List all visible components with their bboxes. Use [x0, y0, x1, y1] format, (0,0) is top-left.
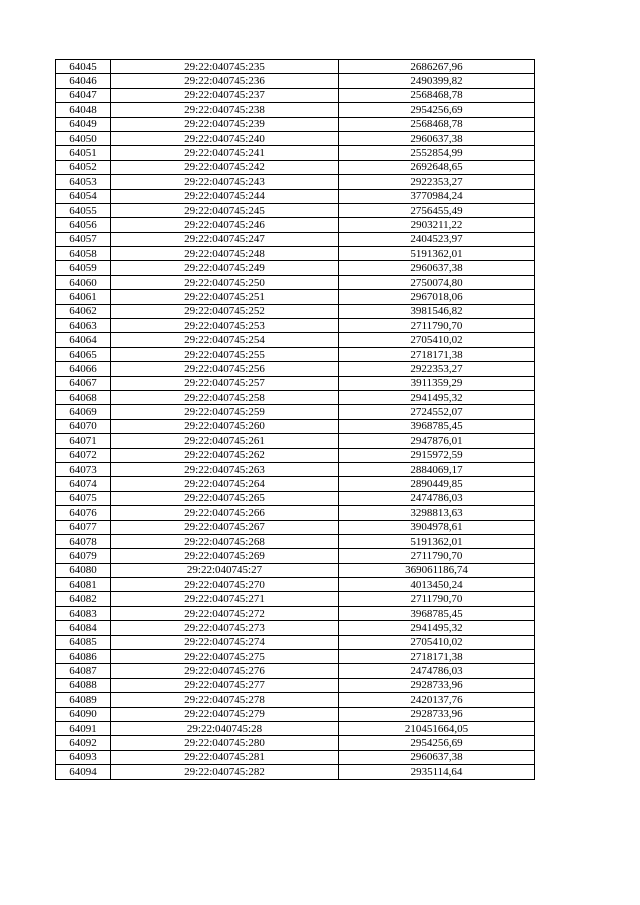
table-row — [56, 88, 535, 102]
table-row — [56, 765, 535, 779]
cadastral-number-cell: 29:22:040745:269 — [111, 549, 339, 563]
cadastral-number-cell: 29:22:040745:257 — [111, 376, 339, 390]
cadastral-number-cell: 29:22:040745:242 — [111, 160, 339, 174]
cadastral-value-cell: 2941495,32 — [339, 621, 535, 635]
table-row — [56, 405, 535, 419]
cadastral-value-table — [55, 59, 535, 780]
cadastral-number-cell: 29:22:040745:236 — [111, 74, 339, 88]
cadastral-number-cell: 29:22:040745:243 — [111, 175, 339, 189]
row-number-cell: 64071 — [56, 434, 111, 448]
row-number-cell: 64045 — [56, 60, 111, 74]
cadastral-number-cell: 29:22:040745:239 — [111, 117, 339, 131]
table-row — [56, 304, 535, 318]
cadastral-value-cell: 3298813,63 — [339, 506, 535, 520]
table-row — [56, 693, 535, 707]
cadastral-number-cell: 29:22:040745:235 — [111, 60, 339, 74]
cadastral-value-cell: 2928733,96 — [339, 707, 535, 721]
table-row — [56, 319, 535, 333]
cadastral-value-cell: 2552854,99 — [339, 146, 535, 160]
row-number-cell: 64064 — [56, 333, 111, 347]
row-number-cell: 64085 — [56, 635, 111, 649]
cadastral-number-cell: 29:22:040745:263 — [111, 462, 339, 476]
row-number-cell: 64067 — [56, 376, 111, 390]
row-number-cell: 64053 — [56, 175, 111, 189]
row-number-cell: 64054 — [56, 189, 111, 203]
cadastral-number-cell: 29:22:040745:252 — [111, 304, 339, 318]
table-row — [56, 261, 535, 275]
row-number-cell: 64082 — [56, 592, 111, 606]
table-row — [56, 203, 535, 217]
table-row — [56, 707, 535, 721]
cadastral-value-cell: 2705410,02 — [339, 635, 535, 649]
row-number-cell: 64081 — [56, 578, 111, 592]
table-row — [56, 347, 535, 361]
row-number-cell: 64077 — [56, 520, 111, 534]
cadastral-value-cell: 2404523,97 — [339, 232, 535, 246]
table-row — [56, 721, 535, 735]
cadastral-number-cell: 29:22:040745:254 — [111, 333, 339, 347]
row-number-cell: 64092 — [56, 736, 111, 750]
row-number-cell: 64080 — [56, 563, 111, 577]
table-row — [56, 189, 535, 203]
row-number-cell: 64089 — [56, 693, 111, 707]
cadastral-value-cell: 2724552,07 — [339, 405, 535, 419]
cadastral-value-cell: 2922353,27 — [339, 362, 535, 376]
cadastral-number-cell: 29:22:040745:27 — [111, 563, 339, 577]
row-number-cell: 64070 — [56, 419, 111, 433]
table-row — [56, 419, 535, 433]
row-number-cell: 64083 — [56, 606, 111, 620]
cadastral-number-cell: 29:22:040745:280 — [111, 736, 339, 750]
row-number-cell: 64058 — [56, 247, 111, 261]
row-number-cell: 64091 — [56, 721, 111, 735]
table-row — [56, 750, 535, 764]
cadastral-number-cell: 29:22:040745:249 — [111, 261, 339, 275]
table-row — [56, 736, 535, 750]
cadastral-value-cell: 2941495,32 — [339, 390, 535, 404]
table-row — [56, 448, 535, 462]
cadastral-number-cell: 29:22:040745:276 — [111, 664, 339, 678]
table-row — [56, 578, 535, 592]
table-row — [56, 103, 535, 117]
table-row — [56, 247, 535, 261]
cadastral-value-cell: 2568468,78 — [339, 117, 535, 131]
cadastral-number-cell: 29:22:040745:251 — [111, 290, 339, 304]
table-row — [56, 664, 535, 678]
row-number-cell: 64065 — [56, 347, 111, 361]
cadastral-value-cell: 2954256,69 — [339, 736, 535, 750]
row-number-cell: 64068 — [56, 390, 111, 404]
cadastral-value-cell: 2960637,38 — [339, 750, 535, 764]
cadastral-value-cell: 210451664,05 — [339, 721, 535, 735]
table-row — [56, 146, 535, 160]
cadastral-number-cell: 29:22:040745:275 — [111, 650, 339, 664]
row-number-cell: 64057 — [56, 232, 111, 246]
cadastral-value-cell: 3981546,82 — [339, 304, 535, 318]
row-number-cell: 64073 — [56, 462, 111, 476]
cadastral-value-cell: 2711790,70 — [339, 549, 535, 563]
table-row — [56, 160, 535, 174]
table-row — [56, 434, 535, 448]
row-number-cell: 64090 — [56, 707, 111, 721]
row-number-cell: 64075 — [56, 491, 111, 505]
cadastral-value-cell: 2750074,80 — [339, 275, 535, 289]
cadastral-number-cell: 29:22:040745:244 — [111, 189, 339, 203]
row-number-cell: 64079 — [56, 549, 111, 563]
cadastral-number-cell: 29:22:040745:272 — [111, 606, 339, 620]
cadastral-number-cell: 29:22:040745:237 — [111, 88, 339, 102]
table-row — [56, 131, 535, 145]
cadastral-number-cell: 29:22:040745:277 — [111, 678, 339, 692]
cadastral-number-cell: 29:22:040745:267 — [111, 520, 339, 534]
row-number-cell: 64062 — [56, 304, 111, 318]
cadastral-number-cell: 29:22:040745:273 — [111, 621, 339, 635]
table-row — [56, 290, 535, 304]
cadastral-number-cell: 29:22:040745:260 — [111, 419, 339, 433]
row-number-cell: 64052 — [56, 160, 111, 174]
row-number-cell: 64094 — [56, 765, 111, 779]
row-number-cell: 64061 — [56, 290, 111, 304]
cadastral-number-cell: 29:22:040745:241 — [111, 146, 339, 160]
row-number-cell: 64087 — [56, 664, 111, 678]
cadastral-value-cell: 2935114,64 — [339, 765, 535, 779]
row-number-cell: 64076 — [56, 506, 111, 520]
table-row — [56, 635, 535, 649]
row-number-cell: 64093 — [56, 750, 111, 764]
cadastral-number-cell: 29:22:040745:255 — [111, 347, 339, 361]
cadastral-value-cell: 2711790,70 — [339, 592, 535, 606]
cadastral-value-cell: 2568468,78 — [339, 88, 535, 102]
cadastral-number-cell: 29:22:040745:250 — [111, 275, 339, 289]
cadastral-number-cell: 29:22:040745:281 — [111, 750, 339, 764]
cadastral-value-cell: 2947876,01 — [339, 434, 535, 448]
table-row — [56, 534, 535, 548]
cadastral-value-cell: 2718171,38 — [339, 650, 535, 664]
cadastral-number-cell: 29:22:040745:245 — [111, 203, 339, 217]
row-number-cell: 64046 — [56, 74, 111, 88]
cadastral-value-cell: 3968785,45 — [339, 606, 535, 620]
cadastral-number-cell: 29:22:040745:282 — [111, 765, 339, 779]
row-number-cell: 64055 — [56, 203, 111, 217]
cadastral-value-cell: 2686267,96 — [339, 60, 535, 74]
table-row — [56, 592, 535, 606]
table-row — [56, 506, 535, 520]
row-number-cell: 64059 — [56, 261, 111, 275]
cadastral-value-cell: 2474786,03 — [339, 664, 535, 678]
cadastral-value-cell: 2954256,69 — [339, 103, 535, 117]
cadastral-value-cell: 2692648,65 — [339, 160, 535, 174]
cadastral-value-cell: 2711790,70 — [339, 319, 535, 333]
cadastral-value-cell: 2884069,17 — [339, 462, 535, 476]
table-row — [56, 678, 535, 692]
cadastral-value-cell: 369061186,74 — [339, 563, 535, 577]
row-number-cell: 64086 — [56, 650, 111, 664]
cadastral-number-cell: 29:22:040745:266 — [111, 506, 339, 520]
cadastral-number-cell: 29:22:040745:253 — [111, 319, 339, 333]
cadastral-value-cell: 2890449,85 — [339, 477, 535, 491]
cadastral-number-cell: 29:22:040745:238 — [111, 103, 339, 117]
row-number-cell: 64063 — [56, 319, 111, 333]
cadastral-number-cell: 29:22:040745:270 — [111, 578, 339, 592]
table-row — [56, 462, 535, 476]
table-row — [56, 650, 535, 664]
cadastral-value-cell: 3770984,24 — [339, 189, 535, 203]
row-number-cell: 64060 — [56, 275, 111, 289]
table-row — [56, 477, 535, 491]
cadastral-number-cell: 29:22:040745:258 — [111, 390, 339, 404]
table-row — [56, 520, 535, 534]
cadastral-number-cell: 29:22:040745:28 — [111, 721, 339, 735]
table-row — [56, 232, 535, 246]
cadastral-value-cell: 2922353,27 — [339, 175, 535, 189]
row-number-cell: 64072 — [56, 448, 111, 462]
table-row — [56, 621, 535, 635]
cadastral-value-cell: 3911359,29 — [339, 376, 535, 390]
cadastral-value-cell: 2420137,76 — [339, 693, 535, 707]
cadastral-number-cell: 29:22:040745:246 — [111, 218, 339, 232]
table-row — [56, 491, 535, 505]
cadastral-number-cell: 29:22:040745:274 — [111, 635, 339, 649]
cadastral-number-cell: 29:22:040745:248 — [111, 247, 339, 261]
table-row — [56, 60, 535, 74]
table-row — [56, 606, 535, 620]
cadastral-number-cell: 29:22:040745:262 — [111, 448, 339, 462]
cadastral-value-cell: 2705410,02 — [339, 333, 535, 347]
cadastral-value-cell: 2960637,38 — [339, 131, 535, 145]
cadastral-value-cell: 4013450,24 — [339, 578, 535, 592]
cadastral-number-cell: 29:22:040745:259 — [111, 405, 339, 419]
cadastral-value-cell: 2915972,59 — [339, 448, 535, 462]
cadastral-number-cell: 29:22:040745:247 — [111, 232, 339, 246]
cadastral-number-cell: 29:22:040745:271 — [111, 592, 339, 606]
table-row — [56, 549, 535, 563]
table-row — [56, 275, 535, 289]
row-number-cell: 64074 — [56, 477, 111, 491]
row-number-cell: 64049 — [56, 117, 111, 131]
table-body — [56, 60, 535, 780]
table-row — [56, 390, 535, 404]
row-number-cell: 64078 — [56, 534, 111, 548]
cadastral-value-cell: 2756455,49 — [339, 203, 535, 217]
cadastral-number-cell: 29:22:040745:264 — [111, 477, 339, 491]
cadastral-value-cell: 2474786,03 — [339, 491, 535, 505]
cadastral-number-cell: 29:22:040745:279 — [111, 707, 339, 721]
cadastral-number-cell: 29:22:040745:278 — [111, 693, 339, 707]
cadastral-number-cell: 29:22:040745:265 — [111, 491, 339, 505]
table-row — [56, 563, 535, 577]
row-number-cell: 64056 — [56, 218, 111, 232]
cadastral-value-cell: 5191362,01 — [339, 247, 535, 261]
table-row — [56, 117, 535, 131]
cadastral-value-cell: 3904978,61 — [339, 520, 535, 534]
table-row — [56, 333, 535, 347]
cadastral-value-cell: 2903211,22 — [339, 218, 535, 232]
cadastral-value-cell: 2967018,06 — [339, 290, 535, 304]
cadastral-number-cell: 29:22:040745:261 — [111, 434, 339, 448]
row-number-cell: 64066 — [56, 362, 111, 376]
row-number-cell: 64047 — [56, 88, 111, 102]
cadastral-number-cell: 29:22:040745:256 — [111, 362, 339, 376]
cadastral-number-cell: 29:22:040745:268 — [111, 534, 339, 548]
cadastral-value-cell: 2928733,96 — [339, 678, 535, 692]
cadastral-value-cell: 2960637,38 — [339, 261, 535, 275]
row-number-cell: 64069 — [56, 405, 111, 419]
cadastral-value-cell: 5191362,01 — [339, 534, 535, 548]
table-row — [56, 175, 535, 189]
row-number-cell: 64084 — [56, 621, 111, 635]
row-number-cell: 64088 — [56, 678, 111, 692]
table-row — [56, 218, 535, 232]
table-row — [56, 376, 535, 390]
cadastral-value-cell: 2490399,82 — [339, 74, 535, 88]
table-row — [56, 74, 535, 88]
row-number-cell: 64050 — [56, 131, 111, 145]
row-number-cell: 64048 — [56, 103, 111, 117]
table-row — [56, 362, 535, 376]
row-number-cell: 64051 — [56, 146, 111, 160]
cadastral-number-cell: 29:22:040745:240 — [111, 131, 339, 145]
cadastral-value-cell: 3968785,45 — [339, 419, 535, 433]
cadastral-value-cell: 2718171,38 — [339, 347, 535, 361]
